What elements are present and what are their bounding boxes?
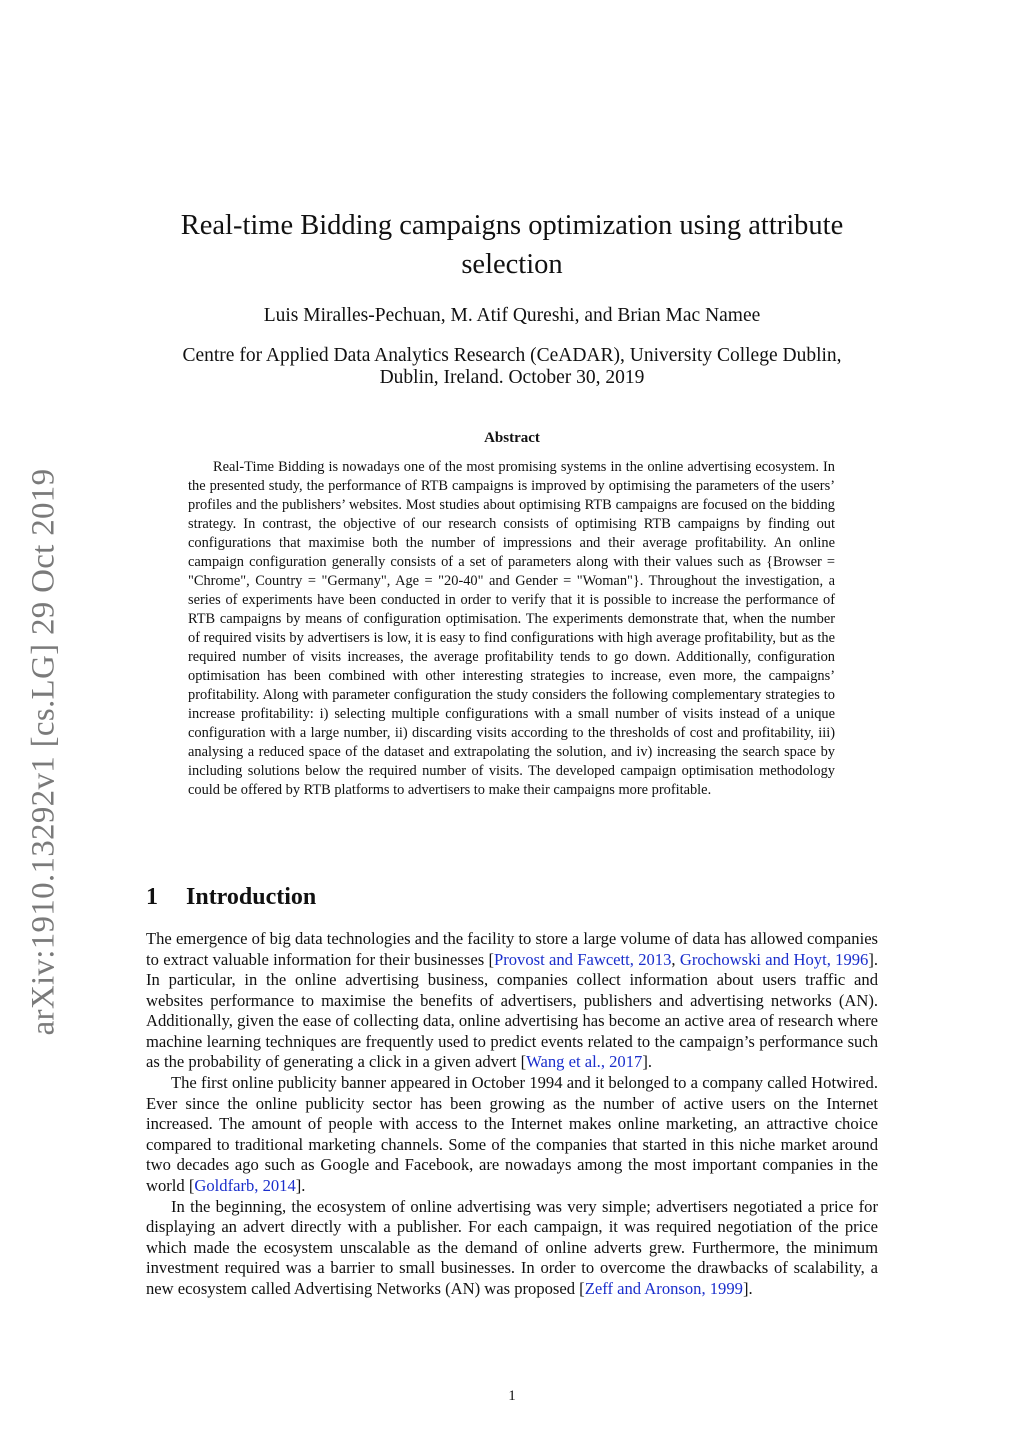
citation-link[interactable]: Zeff and Aronson, 1999 xyxy=(584,1278,743,1298)
paragraph-text: The first online publicity banner appeared in October 1994 and it belonged to a company called Hotwired. Ever since the online publicity sector has been growing as the number of active users on the Internet increased. The amount of people with access to the Internet makes online marketing, an attractive choice compared to traditional marketing channels. Some of the companies that started in this niche market around two decades ago such as Google and Facebook, are nowadays among the most important companies in the world [ xyxy=(146,1073,878,1195)
abstract-body: Real-Time Bidding is nowadays one of the most promising systems in the online advertising ecosystem. In the presented study, the performance of RTB campaigns is improved by optimising the parameters of the users’ profiles and the publishers’ websites. Most studies about optimising RTB campaigns are focused on the bidding strategy. In contrast, the objective of our research consists of optimising RTB campaigns by finding out configurations that maximise both the number of impressions and their average profitability. An online campaign configuration generally consists of a set of parameters along with their values such as {Browser = "Chrome", Country = "Germany", Age = "20-40" and Gender = "Woman"}. Throughout the investigation, a series of experiments have been conducted in order to verify that it is possible to increase the performance of RTB campaigns by means of configuration optimisation. The experiments demonstrate that, when the number of required visits by advertisers is low, it is easy to find configurations with high average profitability, but as the required number of visits increases, the average profitability tends to go down. Additionally, configuration optimisation has been combined with other interesting strategies to increase, even more, the campaigns’ profitability. Along with parameter configuration the study considers the following complementary strategies to increase profitability: i) selecting multiple configurations with a small number of visits instead of a unique configuration with a large number, ii) discarding visits according to the thresholds of cost and profitability, iii) analysing a reduced space of the dataset and extrapolating the solution, and iv) increasing the search space by including solutions below the required number of visits. The developed campaign optimisation methodology could be offered by RTB platforms to advertisers to make their campaigns more profitable. xyxy=(188,459,835,798)
intro-paragraph-1 xyxy=(146,929,878,1073)
paragraph-text: ]. In particular, in the online advertising business, companies collect information about users traffic and websites performance to maximise the benefits of advertisers, publishers and advertising networks (AN). Additionally, given the ease of collecting data, online advertising has become an active area of research where machine learning techniques are frequently used to predict events related to the campaign’s performance such as the probability of generating a click in a given advert [ xyxy=(146,949,879,1071)
intro-paragraph-2 xyxy=(146,1073,878,1196)
introduction-body xyxy=(146,929,878,1300)
author-list: Luis Miralles-Pechuan, M. Atif Qureshi, and Brian Mac Namee xyxy=(263,305,761,326)
paragraph-text: ]. xyxy=(295,1175,306,1195)
section-heading-introduction xyxy=(146,882,316,912)
citation-link[interactable]: Provost and Fawcett, 2013 xyxy=(493,949,672,969)
citation-link[interactable]: Grochowski and Hoyt, 1996 xyxy=(679,949,869,969)
section-title: Introduction xyxy=(186,884,317,910)
abstract-heading: Abstract xyxy=(484,430,540,446)
paper-title: Real-time Bidding campaigns optimization using attribute selection xyxy=(180,210,844,280)
citation-link[interactable]: Goldfarb, 2014 xyxy=(194,1175,296,1195)
section-number: 1 xyxy=(146,884,158,910)
paragraph-text: ]. xyxy=(642,1052,653,1071)
page-number: 1 xyxy=(508,1388,516,1404)
paragraph-text: The emergence of big data technologies and the facility to store a large volume of data has allowed companies to extract valuable information for their businesses [ xyxy=(146,929,879,969)
arxiv-identifier: arXiv:1910.13292v1 [cs.LG] 29 Oct 2019 xyxy=(25,468,62,1036)
paragraph-text: In the beginning, the ecosystem of online advertising was very simple; advertisers negotiated a price for displaying an advert directly with a publisher. For each campaign, it was required negotiation of the price which made the ecosystem unscalable as the demand of online adverts grew. Furthermore, the minimum investment required was a barrier to small businesses. In order to overcome the drawbacks of scalability, a new ecosystem called Advertising Networks (AN) was proposed [ xyxy=(146,1196,878,1298)
intro-paragraph-3 xyxy=(146,1197,878,1300)
citation-separator: , xyxy=(671,949,680,969)
citation-link[interactable]: Wang et al., 2017 xyxy=(526,1052,643,1071)
affiliation-and-date: Centre for Applied Data Analytics Research (CeADAR), University College Dublin, Dublin, Ireland. October 30, 2019 xyxy=(182,345,842,388)
paragraph-text: ]. xyxy=(742,1278,753,1298)
